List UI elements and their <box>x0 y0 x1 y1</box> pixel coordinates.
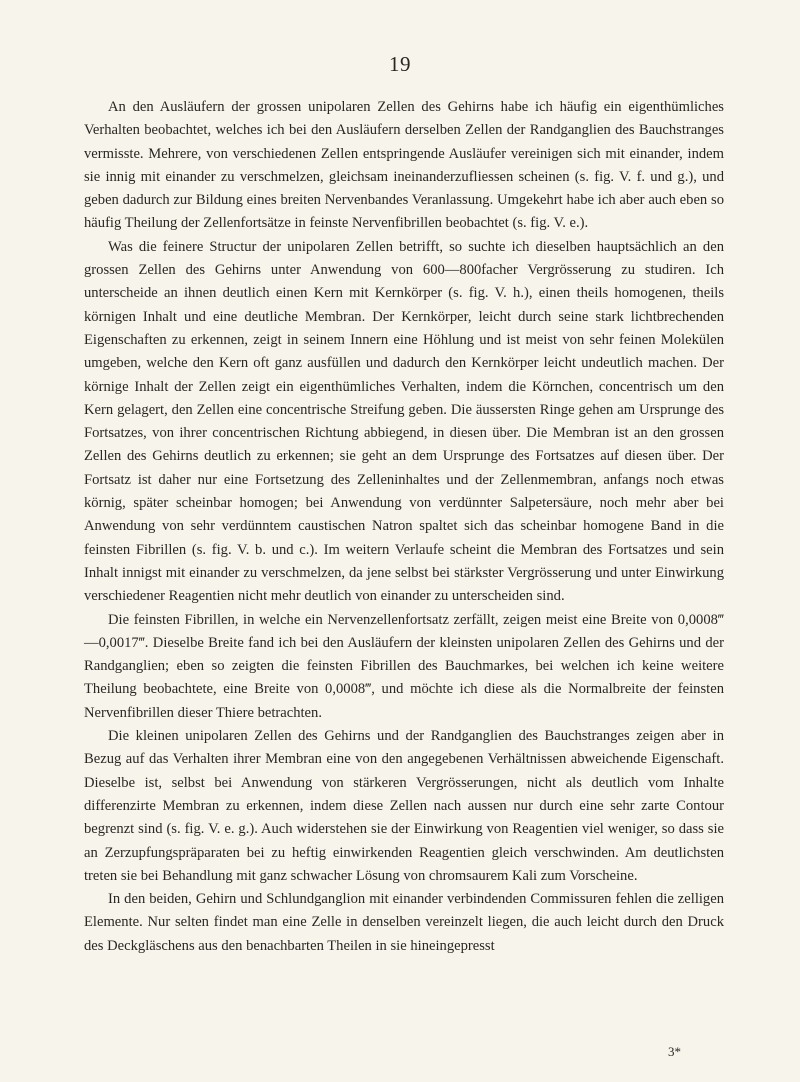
body-text <box>84 96 724 958</box>
page-number: 19 <box>389 52 411 76</box>
paragraph-5: In den beiden, Gehirn und Schlundganglion mit einander verbindenden Commissuren fehlen die zelligen Elemente. Nur selten findet man eine Zelle in denselben vereinzelt liegen, die auch leicht durch den Druck des Deckgläschens aus den benachbarten Theilen in sie hineingepresst <box>84 891 724 954</box>
paragraph-2: Was die feinere Structur der unipolaren Zellen betrifft, so suchte ich dieselben hauptsächlich an den grossen Zellen des Gehirns unter Anwendung von 600—800facher Vergrösserung zu studiren. Ich unterscheide an ihnen deutlich einen Kern mit Kernkörper (s. fig. V. h.), einen theils homogenen, theils körnigen Inhalt und eine deutliche Membran. Der Kernkörper, leicht durch seine stark lichtbrechenden Eigenschaften zu erkennen, zeigt in seinem Innern eine Höhlung und ist meist von sehr feinen Molekülen umgeben, welche den Kern oft ganz ausfüllen und dadurch den Kernkörper leicht undeutlich machen. Der körnige Inhalt der Zellen zeigt ein eigenthümliches Verhalten, indem die Körnchen, concentrisch um den Kern gelagert, den Zellen eine concentrische Streifung geben. Die äussersten Ringe gehen am Ursprunge des Fortsatzes, von ihrer concentrischen Richtung abbiegend, in diesen über. Die Membran ist an den grossen Zellen des Gehirns deutlich zu erkennen; sie geht an dem Ursprunge des Fortsatzes auf diesen über. Der Fortsatz ist daher nur eine Fortsetzung des Zelleninhaltes und der Zellenmembran, anfangs noch etwas körnig, später scheinbar homogen; bei Anwendung von verdünnter Salpetersäure, noch mehr aber bei Anwendung von sehr verdünntem caustischen Natron spaltet sich das scheinbar homogene Band in die feinsten Fibrillen (s. fig. V. b. und c.). Im weitern Verlaufe scheint die Membran des Fortsatzes und sein Inhalt innigst mit einander zu verschmelzen, da jene selbst bei stärkster Vergrösserung und unter Einwirkung verschiedener Reagentien nicht mehr deutlich von einander zu unterscheiden sind. <box>84 238 724 605</box>
paragraph-3: Die feinsten Fibrillen, in welche ein Nervenzellenfortsatz zerfällt, zeigen meist eine Breite von 0,0008‴—0,0017‴. Dieselbe Breite fand ich bei den Ausläufern der kleinsten unipolaren Zellen des Gehirns und der Randganglien; eben so zeigten die feinsten Fibrillen des Bauchmarkes, bei welchen ich keine weitere Theilung beobachtete, eine Breite von 0,0008‴, und möchte ich diese als die Normalbreite der feinsten Nervenfibrillen dieser Thiere betrachten. <box>84 611 724 721</box>
signature-mark: 3* <box>668 1044 681 1059</box>
paragraph-1: An den Ausläufern der grossen unipolaren Zellen des Gehirns habe ich häufig ein eigenthümliches Verhalten beobachtet, welches ich bei den Ausläufern derselben Zellen der Randganglien des Bauchstranges vermisste. Mehrere, von verschiedenen Zellen entspringende Ausläufer vereinigen sich mit einander, indem sie innig mit einander zu verschmelzen, gleichsam ineinanderzufliessen scheinen (s. fig. V. f. und g.), und geben dadurch zur Bildung eines breiten Nervenbandes Veranlassung. Umgekehrt habe ich aber auch eben so häufig Theilung der Zellenfortsätze in feinste Nervenfibrillen beobachtet (s. fig. V. e.). <box>84 99 724 232</box>
paragraph-4: Die kleinen unipolaren Zellen des Gehirns und der Randganglien des Bauchstranges zeigen aber in Bezug auf das Verhalten ihrer Membran eine von den angegebenen Verhältnissen abweichende Eigenschaft. Dieselbe ist, selbst bei Anwendung von stärkeren Vergrösserungen, nicht als deutlich vom Inhalte differenzirte Membran zu erkennen, indem diese Zellen nach aussen nur durch eine sehr zarte Contour begrenzt sind (s. fig. V. e. g.). Auch widerstehen sie der Einwirkung von Reagentien viel weniger, so dass sie an Zerzupfungspräparaten bei zu heftig einwirkenden Reagentien gleich verschwinden. Am deutlichsten treten sie bei Behandlung mit ganz schwacher Lösung von chromsaurem Kali zum Vorscheine. <box>84 728 724 884</box>
